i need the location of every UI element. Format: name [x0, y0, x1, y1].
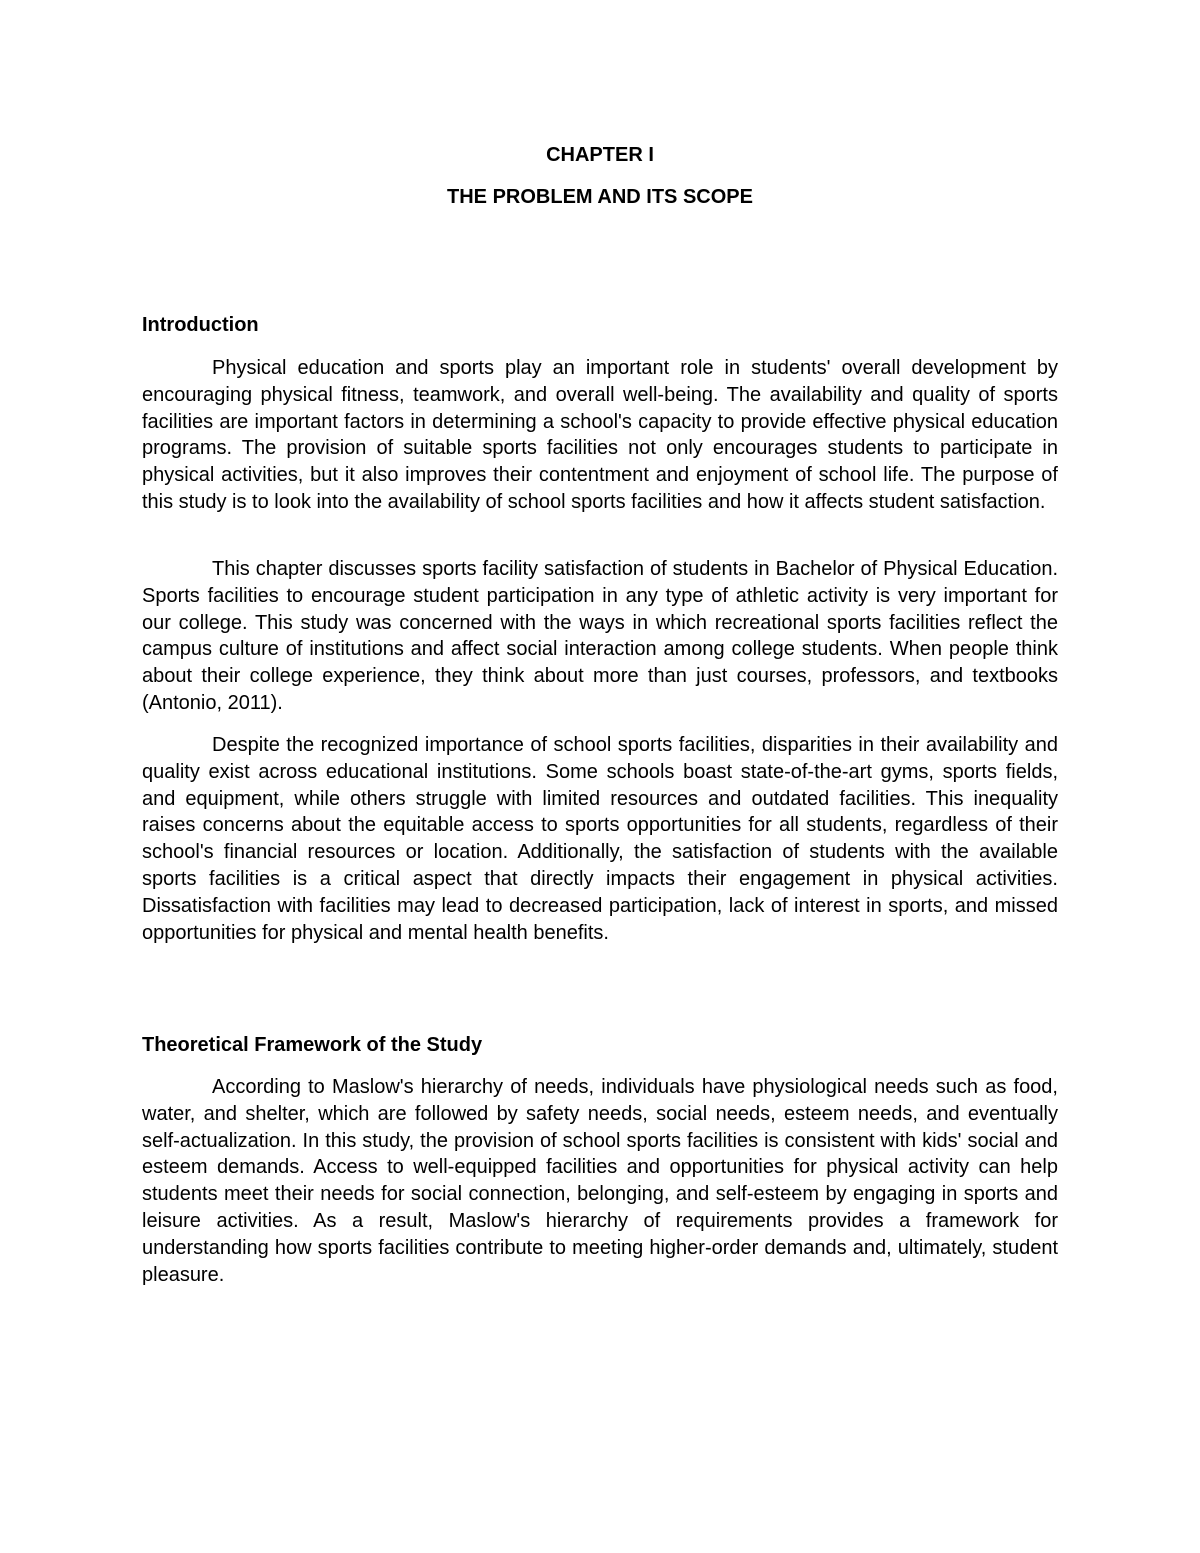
section-heading-theoretical-framework: Theoretical Framework of the Study	[142, 1034, 483, 1056]
introduction-paragraph-3: Despite the recognized importance of school sports facilities, disparities in their availability and quality exist across educational institutions. Some schools boast state-of-the-art gyms, sports fields, and equipment, while others struggle with limited resources and outdated facilities. This inequality raises concerns about the equitable access to sports opportunities for all students, regardless of their school's financial resources or location. Additionally, the satisfaction of students with the available sports facilities is a critical aspect that directly impacts their engagement in physical activities. Dissatisfaction with facilities may lead to decreased participation, lack of interest in sports, and missed opportunities for physical and mental health benefits.	[142, 734, 1058, 944]
theoretical-framework-paragraph-1: According to Maslow's hierarchy of needs, individuals have physiological needs such as food, water, and shelter, which are followed by safety needs, social needs, esteem needs, and eventually self-actualization. In this study, the provision of school sports facilities is consistent with kids' social and esteem demands. Access to well-equipped facilities and opportunities for physical activity can help students meet their needs for social connection, belonging, and self-esteem by engaging in sports and leisure activities. As a result, Maslow's hierarchy of requirements provides a framework for understanding how sports facilities contribute to meeting higher-order demands and, ultimately, student pleasure.	[142, 1076, 1058, 1286]
section-heading-introduction: Introduction	[142, 314, 259, 336]
chapter-label: CHAPTER I	[546, 144, 654, 166]
chapter-title: THE PROBLEM AND ITS SCOPE	[447, 186, 753, 208]
introduction-paragraph-2: This chapter discusses sports facility satisfaction of students in Bachelor of Physical Education. Sports facilities to encourage student participation in any type of athletic activity is very important for our college. This study was concerned with the ways in which recreational sports facilities reflect the campus culture of institutions and affect social interaction among college students. When people think about their college experience, they think about more than just courses, professors, and textbooks (Antonio, 2011).	[142, 558, 1058, 714]
introduction-paragraph-1: Physical education and sports play an important role in students' overall development by encouraging physical fitness, teamwork, and overall well-being. The availability and quality of sports facilities are important factors in determining a school's capacity to provide effective physical education programs. The provision of suitable sports facilities not only encourages students to participate in physical activities, but it also improves their contentment and enjoyment of school life. The purpose of this study is to look into the availability of school sports facilities and how it affects student satisfaction.	[142, 357, 1058, 513]
